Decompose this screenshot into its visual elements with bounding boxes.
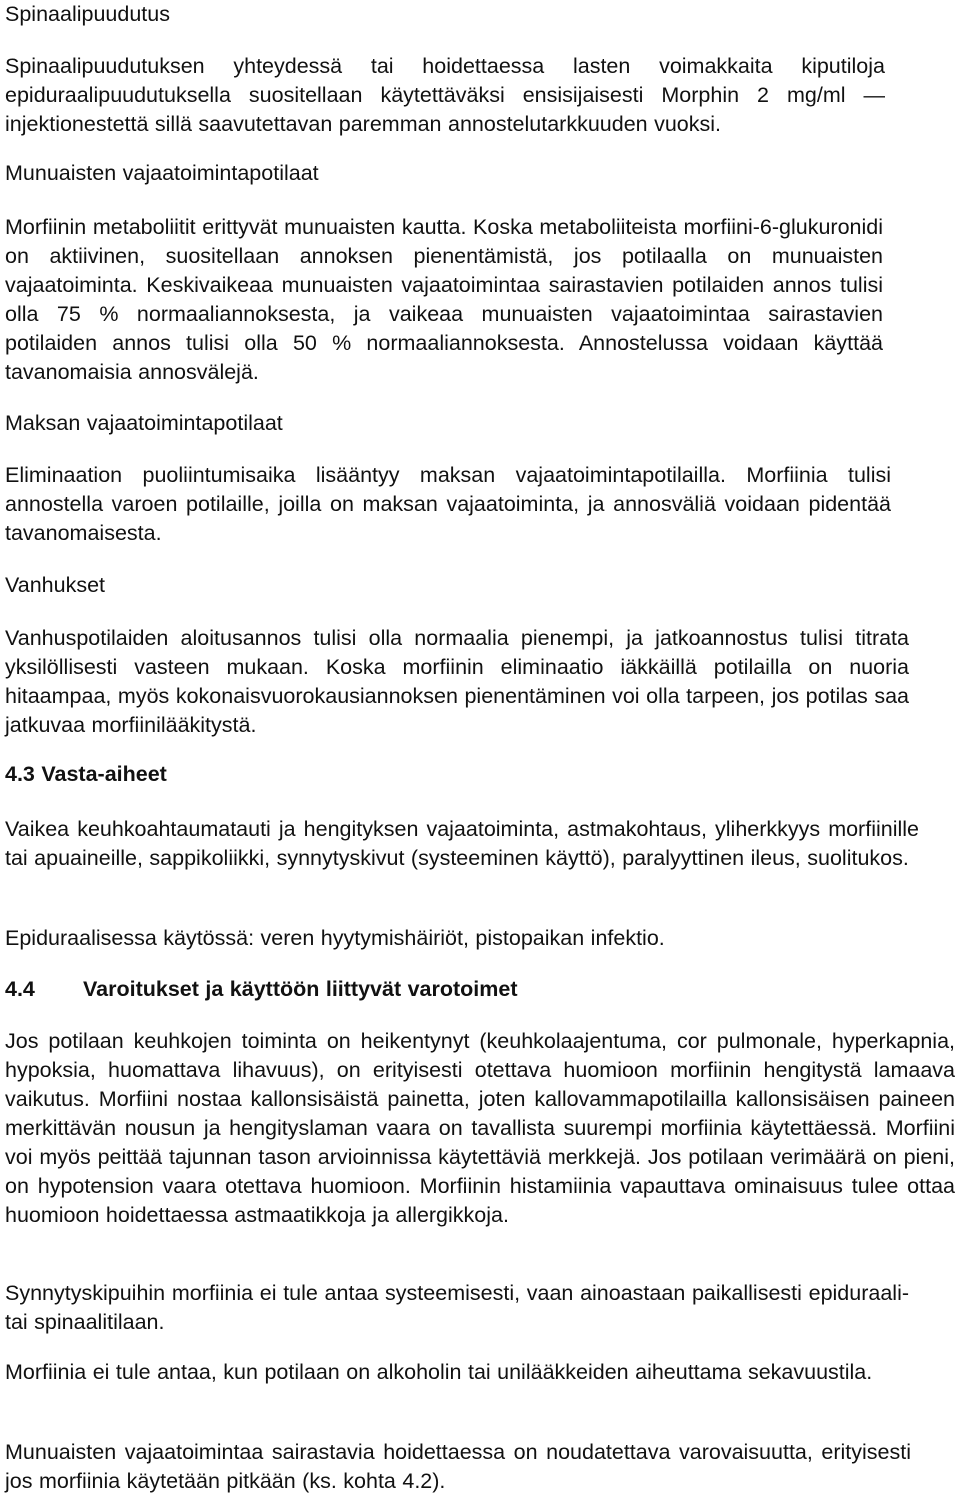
spinal-heading: Spinaalipuudutus [5,2,170,26]
warnings-paragraph-4: Munuaisten vajaatoimintaa sairastavia hoidettaessa on noudatettava varovaisuutta, erityisesti jos morfiinia käytetään pitkään (ks. kohta 4.2). [5,1440,911,1493]
warnings-paragraph-2: Synnytyskipuihin morfiinia ei tule antaa systeemisesti, vaan ainoastaan paikallisesti epiduraali- tai spinaalitilaan. [5,1281,909,1334]
section-4-4-title: Varoitukset ja käyttöön liittyvät varotoimet [83,977,518,1001]
section-4-4-number: 4.4 [5,977,35,1001]
section-4-3-heading: 4.3 Vasta-aiheet [5,762,167,786]
spinal-paragraph: Spinaalipuudutuksen yhteydessä tai hoidettaessa lasten voimakkaita kiputiloja epiduraalipuudutuksella suositellaan käytettäväksi ensisijaisesti Morphin 2 mg/ml —injektionestettä sillä saavutettavan paremman annostelutarkkuuden vuoksi. [5,54,885,136]
elderly-paragraph: Vanhuspotilaiden aloitusannos tulisi olla normaalia pienempi, ja jatkoannostus tulisi titrata yksilöllisesti vasteen mukaan. Koska morfiinin eliminaatio iäkkäillä potilailla on nuoria hitaampaa, myös kokonaisvuorokausiannoksen pienentäminen voi olla tarpeen, jos potilas saa jatkuvaa morfiinilääkitystä. [5,626,909,737]
elderly-heading: Vanhukset [5,573,106,597]
warnings-paragraph-3: Morfiinia ei tule antaa, kun potilaan on alkoholin tai unilääkkeiden aiheuttama sekavuustila. [5,1360,873,1384]
liver-paragraph: Eliminaation puoliintumisaika lisääntyy maksan vajaatoimintapotilailla. Morfiinia tulisi annostella varoen potilaille, joilla on maksan vajaatoiminta, ja annosväliä voidaan pidentää tavanomaisesta. [5,463,891,545]
contraindications-paragraph-2: Epiduraalisessa käytössä: veren hyytymishäiriöt, pistopaikan infektio. [5,926,665,950]
renal-heading: Munuaisten vajaatoimintapotilaat [5,161,319,185]
contraindications-paragraph-1: Vaikea keuhkoahtaumatauti ja hengityksen vajaatoiminta, astmakohtaus, yliherkkyys morfiinille tai apuaineille, sappikoliikki, synnytyskivut (systeeminen käyttö), paralyyttinen ileus, suolitukos. [5,817,919,870]
renal-paragraph: Morfiinin metaboliitit erittyvät munuaisten kautta. Koska metaboliiteista morfiini-6-glukuronidi on aktiivinen, suositellaan annoksen pienentämistä, jos potilaalla on munuaisten vajaatoiminta. Keskivaikeaa munuaisten vajaatoimintaa sairastavien potilaiden annos tulisi olla 75 % normaaliannoksesta, ja vaikeaa munuaisten vajaatoimintaa sairastavien potilaiden annos tulisi olla 50 % normaaliannoksesta. Annostelussa voidaan käyttää tavanomaisia annosvälejä. [5,215,883,384]
liver-heading: Maksan vajaatoimintapotilaat [5,411,283,435]
section-4-4-heading [5,975,957,1004]
warnings-paragraph-1: Jos potilaan keuhkojen toiminta on heikentynyt (keuhkolaajentuma, cor pulmonale, hyperkapnia, hypoksia, huomattava lihavuus), on erityisesti otettava huomioon morfiinin hengitystä lamaava vaikutus. Morfiini nostaa kallonsisäistä painetta, joten kallovammapotilailla kallonsisäisen paineen merkittävän nousun ja hengityslaman vaara on tavallista suurempi morfiinia käytettäessä. Morfiini voi myös peittää tajunnan tason arvioinnissa käytettäviä merkkejä. Jos potilaan verimäärä on pieni, on hypotension vaara otettava huomioon. Morfiinin histamiinia vapauttava ominaisuus tulee ottaa huomioon hoidettaessa astmaatikkoja ja allergikkoja. [5,1029,955,1227]
